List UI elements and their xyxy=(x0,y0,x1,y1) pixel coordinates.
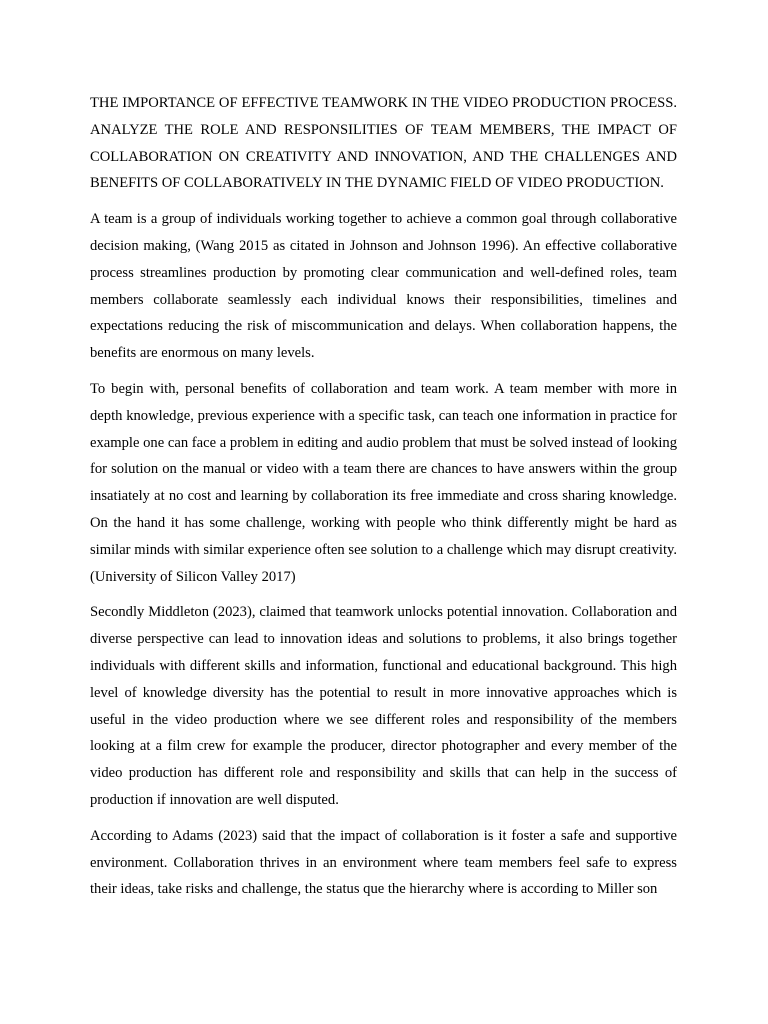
paragraph-safe-environment: According to Adams (2023) said that the impact of collaboration is it foster a safe and supportive environment. Collaboration thrives in an environment where team members feel safe to express their ideas, take risks and challenge, the status que the hierarchy where is according to Miller son xyxy=(90,827,677,898)
document-page xyxy=(90,90,677,912)
paragraph-team-definition: A team is a group of individuals working together to achieve a common goal through collaborative decision making, (Wang 2015 as citated in Johnson and Johnson 1996). An effective collaborative process streamlines production by promoting clear communication and well-defined roles, team members collaborate seamlessly each individual knows their responsibilities, timelines and expectations reducing the risk of miscommunication and delays. When collaboration happens, the benefits are enormous on many levels. xyxy=(90,211,677,362)
document-heading: THE IMPORTANCE OF EFFECTIVE TEAMWORK IN THE VIDEO PRODUCTION PROCESS. ANALYZE THE ROLE AND RESPONSILITIES OF TEAM MEMBERS, THE IMPACT OF COLLABORATION ON CREATIVITY AND INNOVATION, AND THE CHALLENGES AND BENEFITS OF COLLABORATIVELY IN THE DYNAMIC FIELD OF VIDEO PRODUCTION. xyxy=(90,95,677,192)
paragraph-personal-benefits: To begin with, personal benefits of collaboration and team work. A team member with more in depth knowledge, previous experience with a specific task, can teach one information in practice for example one can face a problem in editing and audio problem that must be solved instead of looking for solution on the manual or video with a team there are chances to have answers within the group insatiately at no cost and learning by collaboration its free immediate and cross sharing knowledge. On the hand it has some challenge, working with people who think differently might be hard as similar minds with similar experience often see solution to a challenge which may disrupt creativity. (University of Silicon Valley 2017) xyxy=(90,380,677,585)
paragraph-innovation: Secondly Middleton (2023), claimed that teamwork unlocks potential innovation. Collaboration and diverse perspective can lead to innovation ideas and solutions to problems, it also brings together individuals with different skills and information, functional and educational background. This high level of knowledge diversity has the potential to result in more innovative approaches which is useful in the video production where we see different roles and responsibility of the members looking at a film crew for example the producer, director photographer and every member of the video production has different role and responsibility and skills that can help in the success of production if innovation are well disputed. xyxy=(90,604,677,808)
